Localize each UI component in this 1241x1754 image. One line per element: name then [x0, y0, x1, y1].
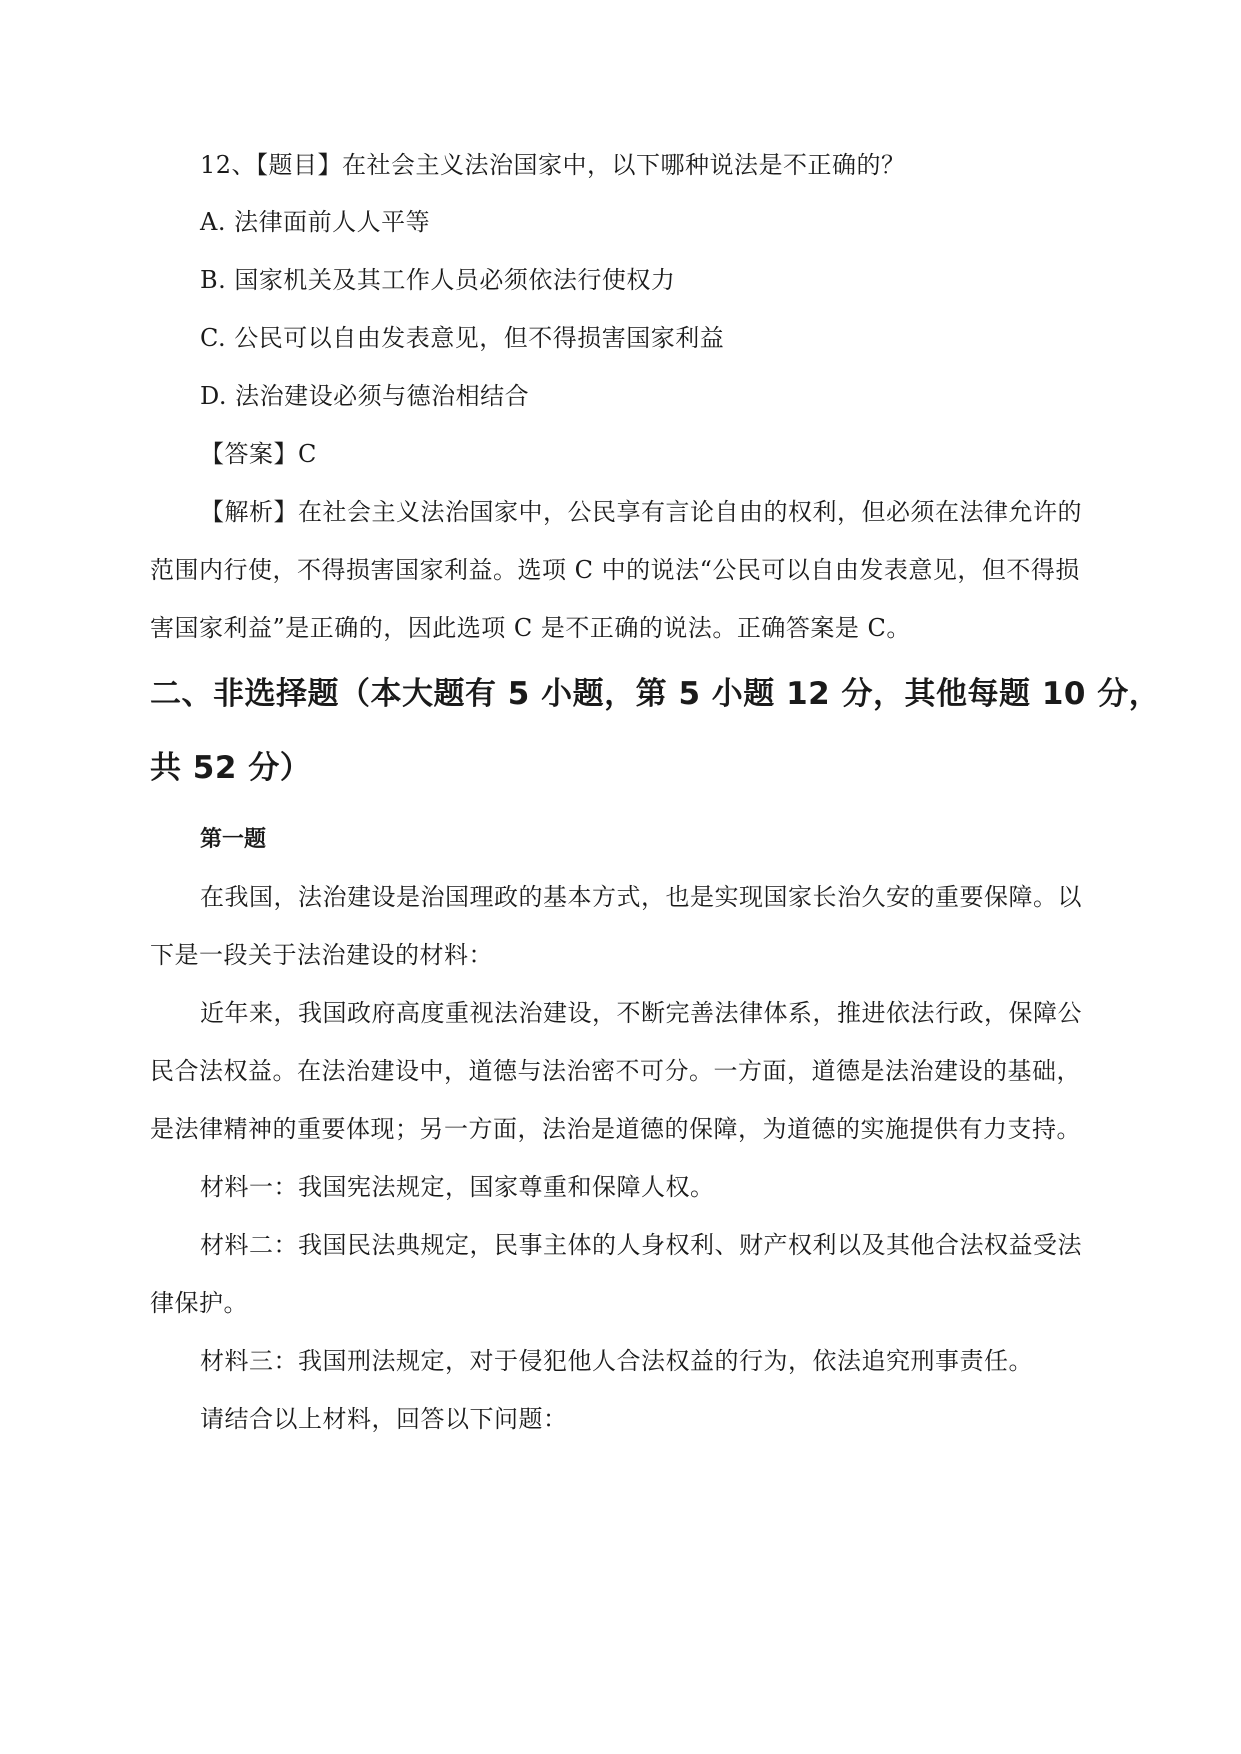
paragraph-line: 近年来，我国政府高度重视法治建设，不断完善法律体系，推进依法行政，保障公 — [200, 999, 1082, 1027]
option-b: B. 国家机关及其工作人员必须依法行使权力 — [200, 266, 676, 294]
analysis-line: 害国家利益”是正确的，因此选项 C 是不正确的说法。正确答案是 C。 — [150, 614, 911, 642]
option-d: D. 法治建设必须与德治相结合 — [200, 382, 530, 410]
option-c: C. 公民可以自由发表意见，但不得损害国家利益 — [200, 324, 725, 352]
material-two-continued: 律保护。 — [150, 1289, 248, 1317]
question-title: 第一题 — [200, 827, 267, 852]
section-heading: 二、非选择题（本大题有 5 小题，第 5 小题 12 分，其他每题 10 分， — [150, 676, 1161, 712]
paragraph-line: 是法律精神的重要体现；另一方面，法治是道德的保障，为道德的实施提供有力支持。 — [150, 1115, 1081, 1143]
intro-line: 在我国，法治建设是治国理政的基本方式，也是实现国家长治久安的重要保障。以 — [200, 883, 1082, 911]
paragraph-line: 民合法权益。在法治建设中，道德与法治密不可分。一方面，道德是法治建设的基础， — [150, 1057, 1081, 1085]
material-one: 材料一：我国宪法规定，国家尊重和保障人权。 — [200, 1173, 715, 1201]
answer: 【答案】C — [200, 440, 317, 468]
analysis-line: 【解析】在社会主义法治国家中，公民享有言论自由的权利，但必须在法律允许的 — [200, 498, 1082, 526]
section-heading-continued: 共 52 分） — [150, 750, 312, 786]
intro-line: 下是一段关于法治建设的材料： — [150, 941, 493, 969]
question-prompt: 请结合以上材料，回答以下问题： — [200, 1405, 568, 1433]
question-stem: 12、【题目】在社会主义法治国家中，以下哪种说法是不正确的？ — [200, 151, 906, 179]
option-a: A. 法律面前人人平等 — [200, 208, 431, 236]
analysis-line: 范围内行使，不得损害国家利益。选项 C 中的说法“公民可以自由发表意见，但不得损 — [150, 556, 1080, 584]
material-two: 材料二：我国民法典规定，民事主体的人身权利、财产权利以及其他合法权益受法 — [200, 1231, 1082, 1259]
material-three: 材料三：我国刑法规定，对于侵犯他人合法权益的行为，依法追究刑事责任。 — [200, 1347, 1033, 1375]
